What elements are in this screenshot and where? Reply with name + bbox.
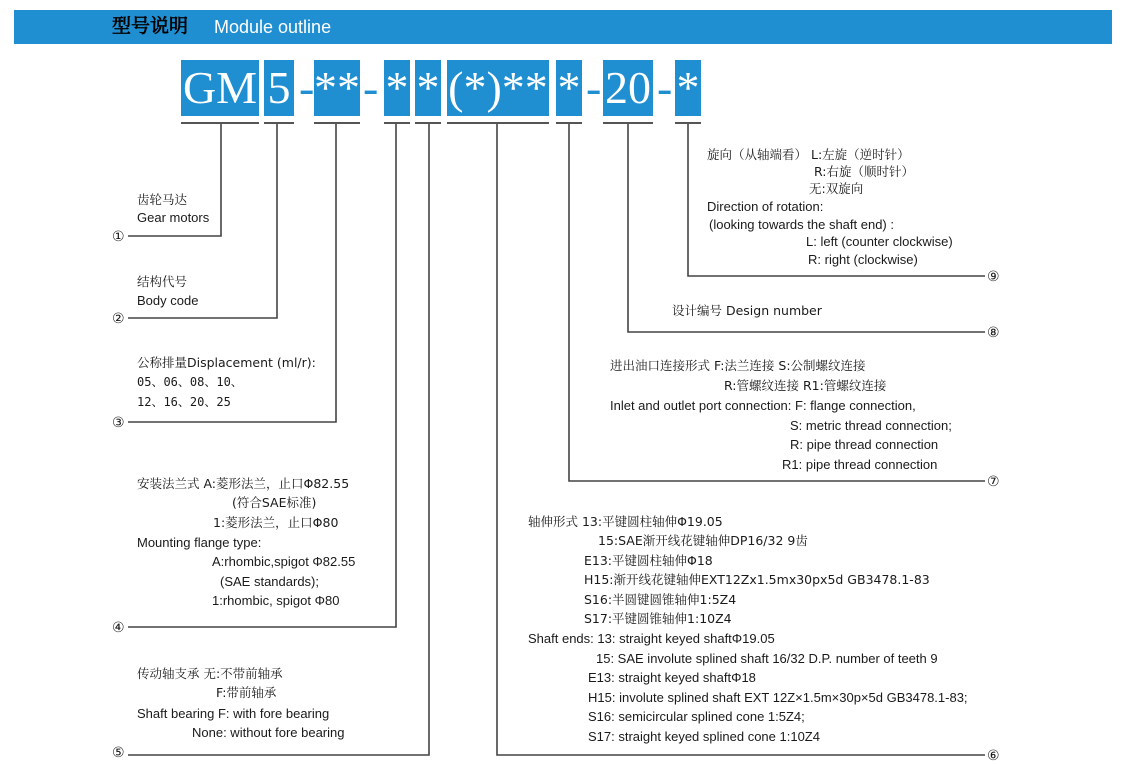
flange-l6: (SAE standards); xyxy=(220,574,319,589)
port-l2: R:管螺纹连接 R1:管螺纹连接 xyxy=(724,378,887,393)
flange-l4: Mounting flange type: xyxy=(137,535,262,550)
flange-l7: 1:rhombic, spigot Φ80 xyxy=(212,593,340,608)
bearing-l4: None: without fore bearing xyxy=(192,725,345,740)
disp-line2: 05、06、08、10、 xyxy=(137,375,243,389)
rotation-l6: L: left (counter clockwise) xyxy=(806,234,953,249)
num-9: ⑨ xyxy=(987,269,1000,285)
num-1: ① xyxy=(112,229,125,245)
code-displacement: ** xyxy=(314,60,360,116)
num-8: ⑧ xyxy=(987,325,1000,341)
body-en: Body code xyxy=(137,293,199,308)
body-cn: 结构代号 xyxy=(137,274,188,289)
shaft-l8: 15: SAE involute splined shaft 16/32 D.P. number of teeth 9 xyxy=(596,651,938,666)
port-l4: S: metric thread connection; xyxy=(790,418,952,433)
code-bearing: * xyxy=(415,60,441,116)
shaft-l3: E13:平键圆柱轴伸Φ18 xyxy=(584,553,713,568)
shaft-l4: H15:渐开线花键轴伸EXT12Zx1.5mx30px5d GB3478.1-83 xyxy=(584,572,930,587)
num-2: ② xyxy=(112,311,125,327)
disp-line3: 12、16、20、25 xyxy=(137,395,231,409)
code-port: * xyxy=(556,60,582,116)
rotation-l5: (looking towards the shaft end) : xyxy=(709,217,894,232)
shaft-l12: S17: straight keyed splined cone 1:10Z4 xyxy=(588,729,820,744)
bearing-l3: Shaft bearing F: with fore bearing xyxy=(137,706,330,721)
code-dash-2: - xyxy=(363,62,379,113)
num-7: ⑦ xyxy=(987,474,1000,490)
shaft-l2: 15:SAE渐开线花键轴伸DP16/32 9齿 xyxy=(598,533,808,548)
rotation-l1: 旋向（从轴端看） L:左旋（逆时针） xyxy=(707,147,910,162)
design-label: 设计编号 Design number xyxy=(672,303,822,318)
port-l1: 进出油口连接形式 F:法兰连接 S:公制螺纹连接 xyxy=(610,358,866,373)
code-body: 5 xyxy=(264,60,294,116)
code-gm: GM xyxy=(181,60,259,116)
code-design: 20 xyxy=(603,60,653,116)
port-l6: R1: pipe thread connection xyxy=(782,457,938,472)
flange-l2: (符合SAE标准) xyxy=(232,495,317,510)
port-l3: Inlet and outlet port connection: F: flange connection, xyxy=(610,398,916,413)
rotation-l4: Direction of rotation: xyxy=(707,199,824,214)
code-dash-3: - xyxy=(586,62,602,113)
code-dash-1: - xyxy=(299,62,315,113)
shaft-l7: Shaft ends: 13: straight keyed shaftΦ19.05 xyxy=(528,631,775,646)
rotation-l3: 无:双旋向 xyxy=(809,181,864,196)
header-title-en: Module outline xyxy=(214,17,332,37)
rotation-l2: R:右旋（顺时针） xyxy=(814,164,915,179)
shaft-l11: S16: semicircular splined cone 1:5Z4; xyxy=(588,709,805,724)
num-4: ④ xyxy=(112,620,125,636)
code-shaft: (*)** xyxy=(447,60,549,116)
rotation-l7: R: right (clockwise) xyxy=(808,252,918,267)
port-l5: R: pipe thread connection xyxy=(790,437,939,452)
code-rotation: * xyxy=(675,60,701,116)
code-flange: * xyxy=(384,60,410,116)
shaft-l10: H15: involute splined shaft EXT 12Z×1.5m×30p×5d GB3478.1-83; xyxy=(588,690,968,705)
disp-line1: 公称排量Displacement (ml/r): xyxy=(137,355,316,370)
shaft-l6: S17:平键圆锥轴伸1:10Z4 xyxy=(584,611,732,626)
header-title-cn: 型号说明 xyxy=(112,15,189,37)
gear-en: Gear motors xyxy=(137,210,210,225)
flange-l1: 安装法兰式 A:菱形法兰，止口Φ82.55 xyxy=(137,476,350,491)
num-6: ⑥ xyxy=(987,748,1000,764)
bearing-l1: 传动轴支承 无:不带前轴承 xyxy=(137,666,283,681)
code-dash-4: - xyxy=(657,62,673,113)
flange-l3: 1:菱形法兰，止口Φ80 xyxy=(213,515,339,530)
shaft-l9: E13: straight keyed shaftΦ18 xyxy=(588,670,756,685)
shaft-l5: S16:半圆键圆锥轴伸1:5Z4 xyxy=(584,592,737,607)
bearing-l2: F:带前轴承 xyxy=(216,685,277,700)
flange-l5: A:rhombic,spigot Φ82.55 xyxy=(212,554,356,569)
gear-cn: 齿轮马达 xyxy=(137,192,188,207)
shaft-l1: 轴伸形式 13:平键圆柱轴伸Φ19.05 xyxy=(528,514,723,529)
num-5: ⑤ xyxy=(112,745,125,761)
num-3: ③ xyxy=(112,415,125,431)
